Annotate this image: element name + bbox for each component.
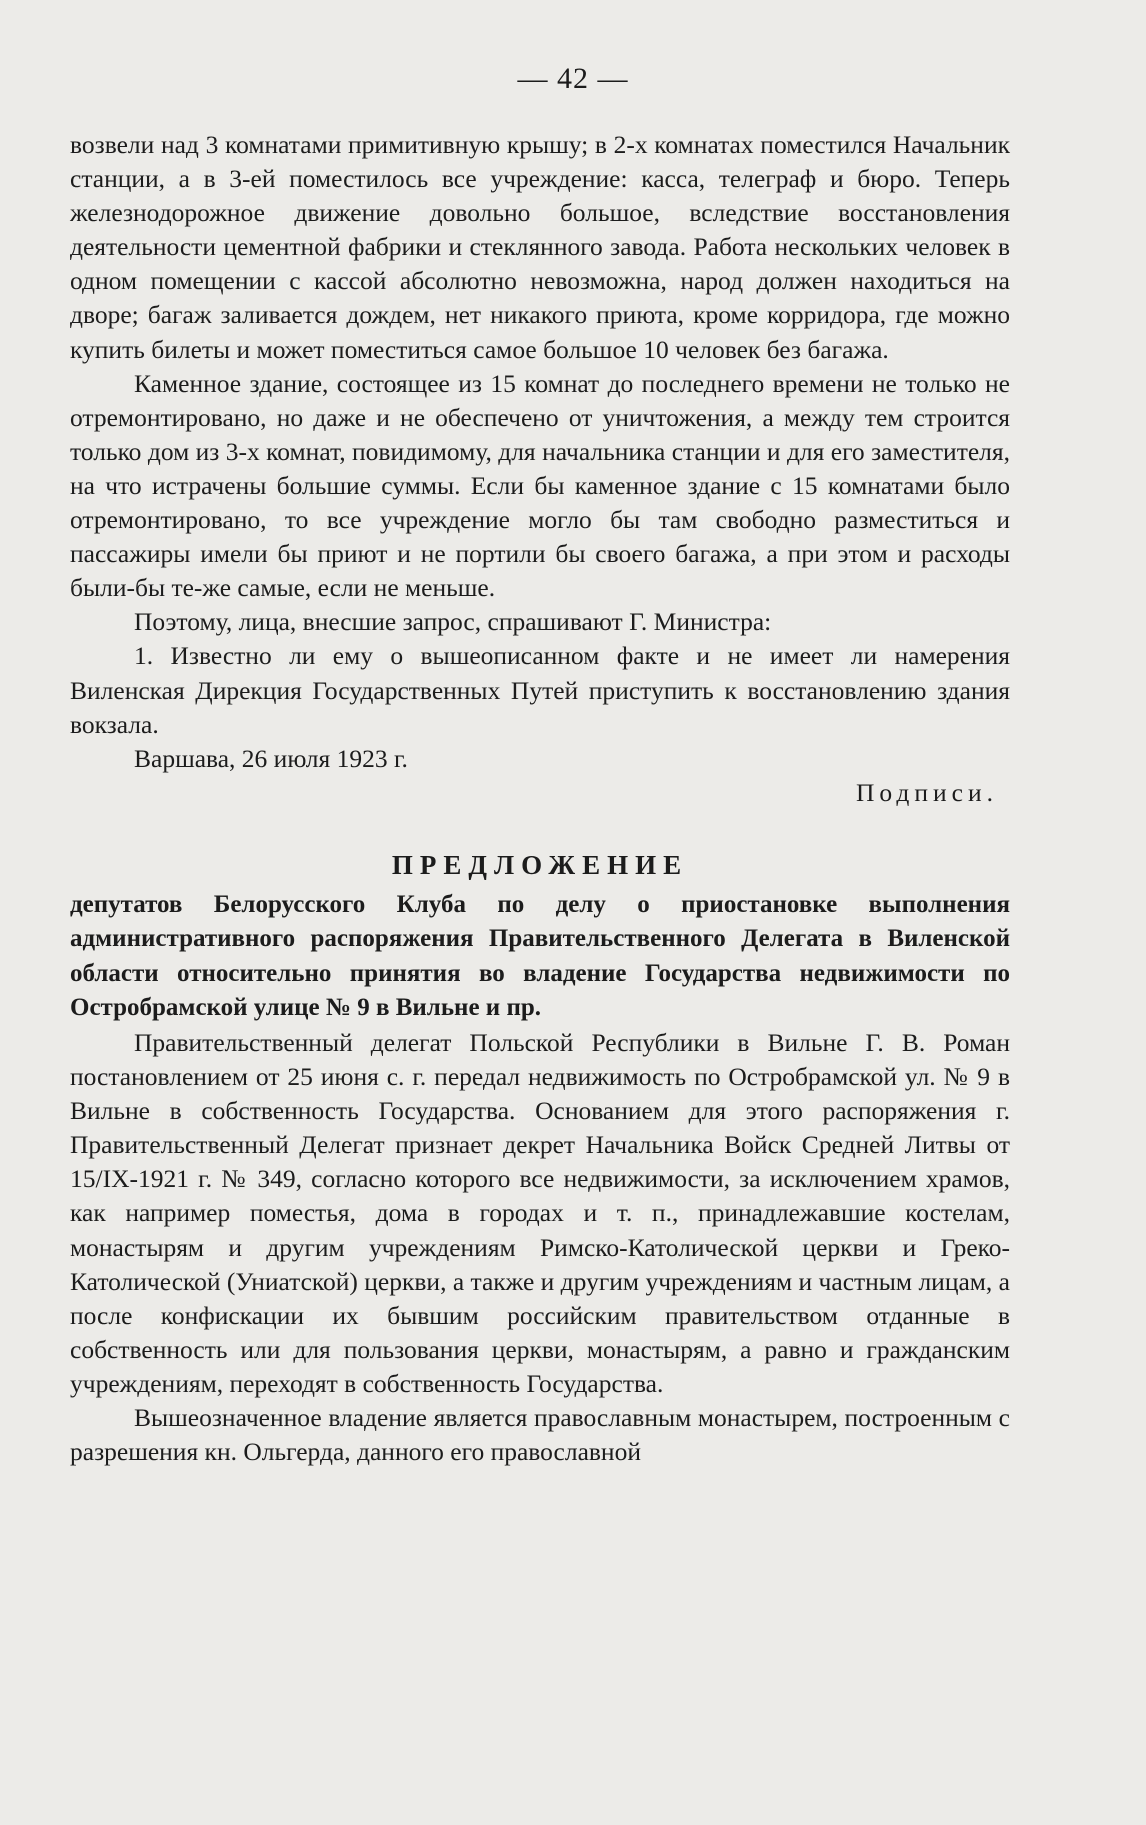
date-line: Варшава, 26 июля 1923 г. <box>134 743 408 773</box>
page-number: — 42 — <box>517 62 629 95</box>
section-title: ПРЕДЛОЖЕНИЕ <box>391 849 689 880</box>
signatures-label: Подписи. <box>855 777 998 807</box>
paragraph-monastery: Вышеозначенное владение является православным монастырем, построенным с разрешения кн. Ольгерда, данного его православной <box>70 1403 1010 1467</box>
paragraph-question-1: 1. Известно ли ему о вышеописанном факте и не имеет ли намерения Виленская Дирекция Государственных Путей приступить к восстановлению здания вокзала. <box>70 641 1010 739</box>
section-subtitle: депутатов Белорусского Клуба по делу о приостановке выполнения административного распоряжения Правительственного Делегата в Виленской области относительно принятия во владение Государства недвижимости по Остробрамской улице № 9 в Вильне и пр. <box>70 890 1010 1022</box>
paragraph-delegate-decision: Правительственный делегат Польской Республики в Вильне Г. В. Роман постановлением от 25 июня с. г. передал недвижимость по Остробрамской ул. № 9 в Вильне в собственность Государства. Основанием для этого распоряжения г. Правительственный Делегат признает декрет Начальника Войск Средней Литвы от 15/IX-1921 г. № 349, согласно которого все недвижимости, за исключением храмов, как например поместья, дома в городах и т. п., принадлежавшие костелам, монастырям и другим учреждениям Римско-Католической церкви и Греко-Католической (Униатской) церкви, а также и другим учреждениям и частным лицам, а после конфискации их бывшим российским правительством отданные в собственность или для пользования церкви, монастырям, а равно и гражданским учреждениям, переходят в собственность Государства. <box>70 1027 1010 1398</box>
paragraph-continuation: возвели над 3 комнатами примитивную крышу; в 2-х комнатах поместился Начальник станции, а в 3-ей поместилось все учреждение: касса, телеграф и бюро. Теперь железнодорожное движение довольно большое, вследствие восстановления деятельности цементной фабрики и стеклянного завода. Работа нескольких человек в одном помещении с кассой абсолютно невозможна, народ должен находиться на дворе; багаж заливается дождем, нет никакого приюта, кроме корридора, где можно купить билеты и может поместиться самое большое 10 человек без багажа. <box>70 130 1010 364</box>
page-body <box>70 128 1010 1469</box>
paragraph-stone-building: Каменное здание, состоящее из 15 комнат до последнего времени не только не отремонтировано, но даже и не обеспечено от уничтожения, а между тем строится только дом из 3-х комнат, повидимому, для начальника станции и для его заместителя, на что истрачены большие суммы. Если бы каменное здание с 15 комнатами было отремонтировано, то все учреждение могло бы там свободно разместиться и пассажиры имели бы приют и не портили бы своего багажа, а при этом и расходы были-бы те-же самые, если не меньше. <box>70 368 1010 603</box>
paragraph-question-intro: Поэтому, лица, внесшие запрос, спрашивают Г. Министра: <box>134 607 772 637</box>
